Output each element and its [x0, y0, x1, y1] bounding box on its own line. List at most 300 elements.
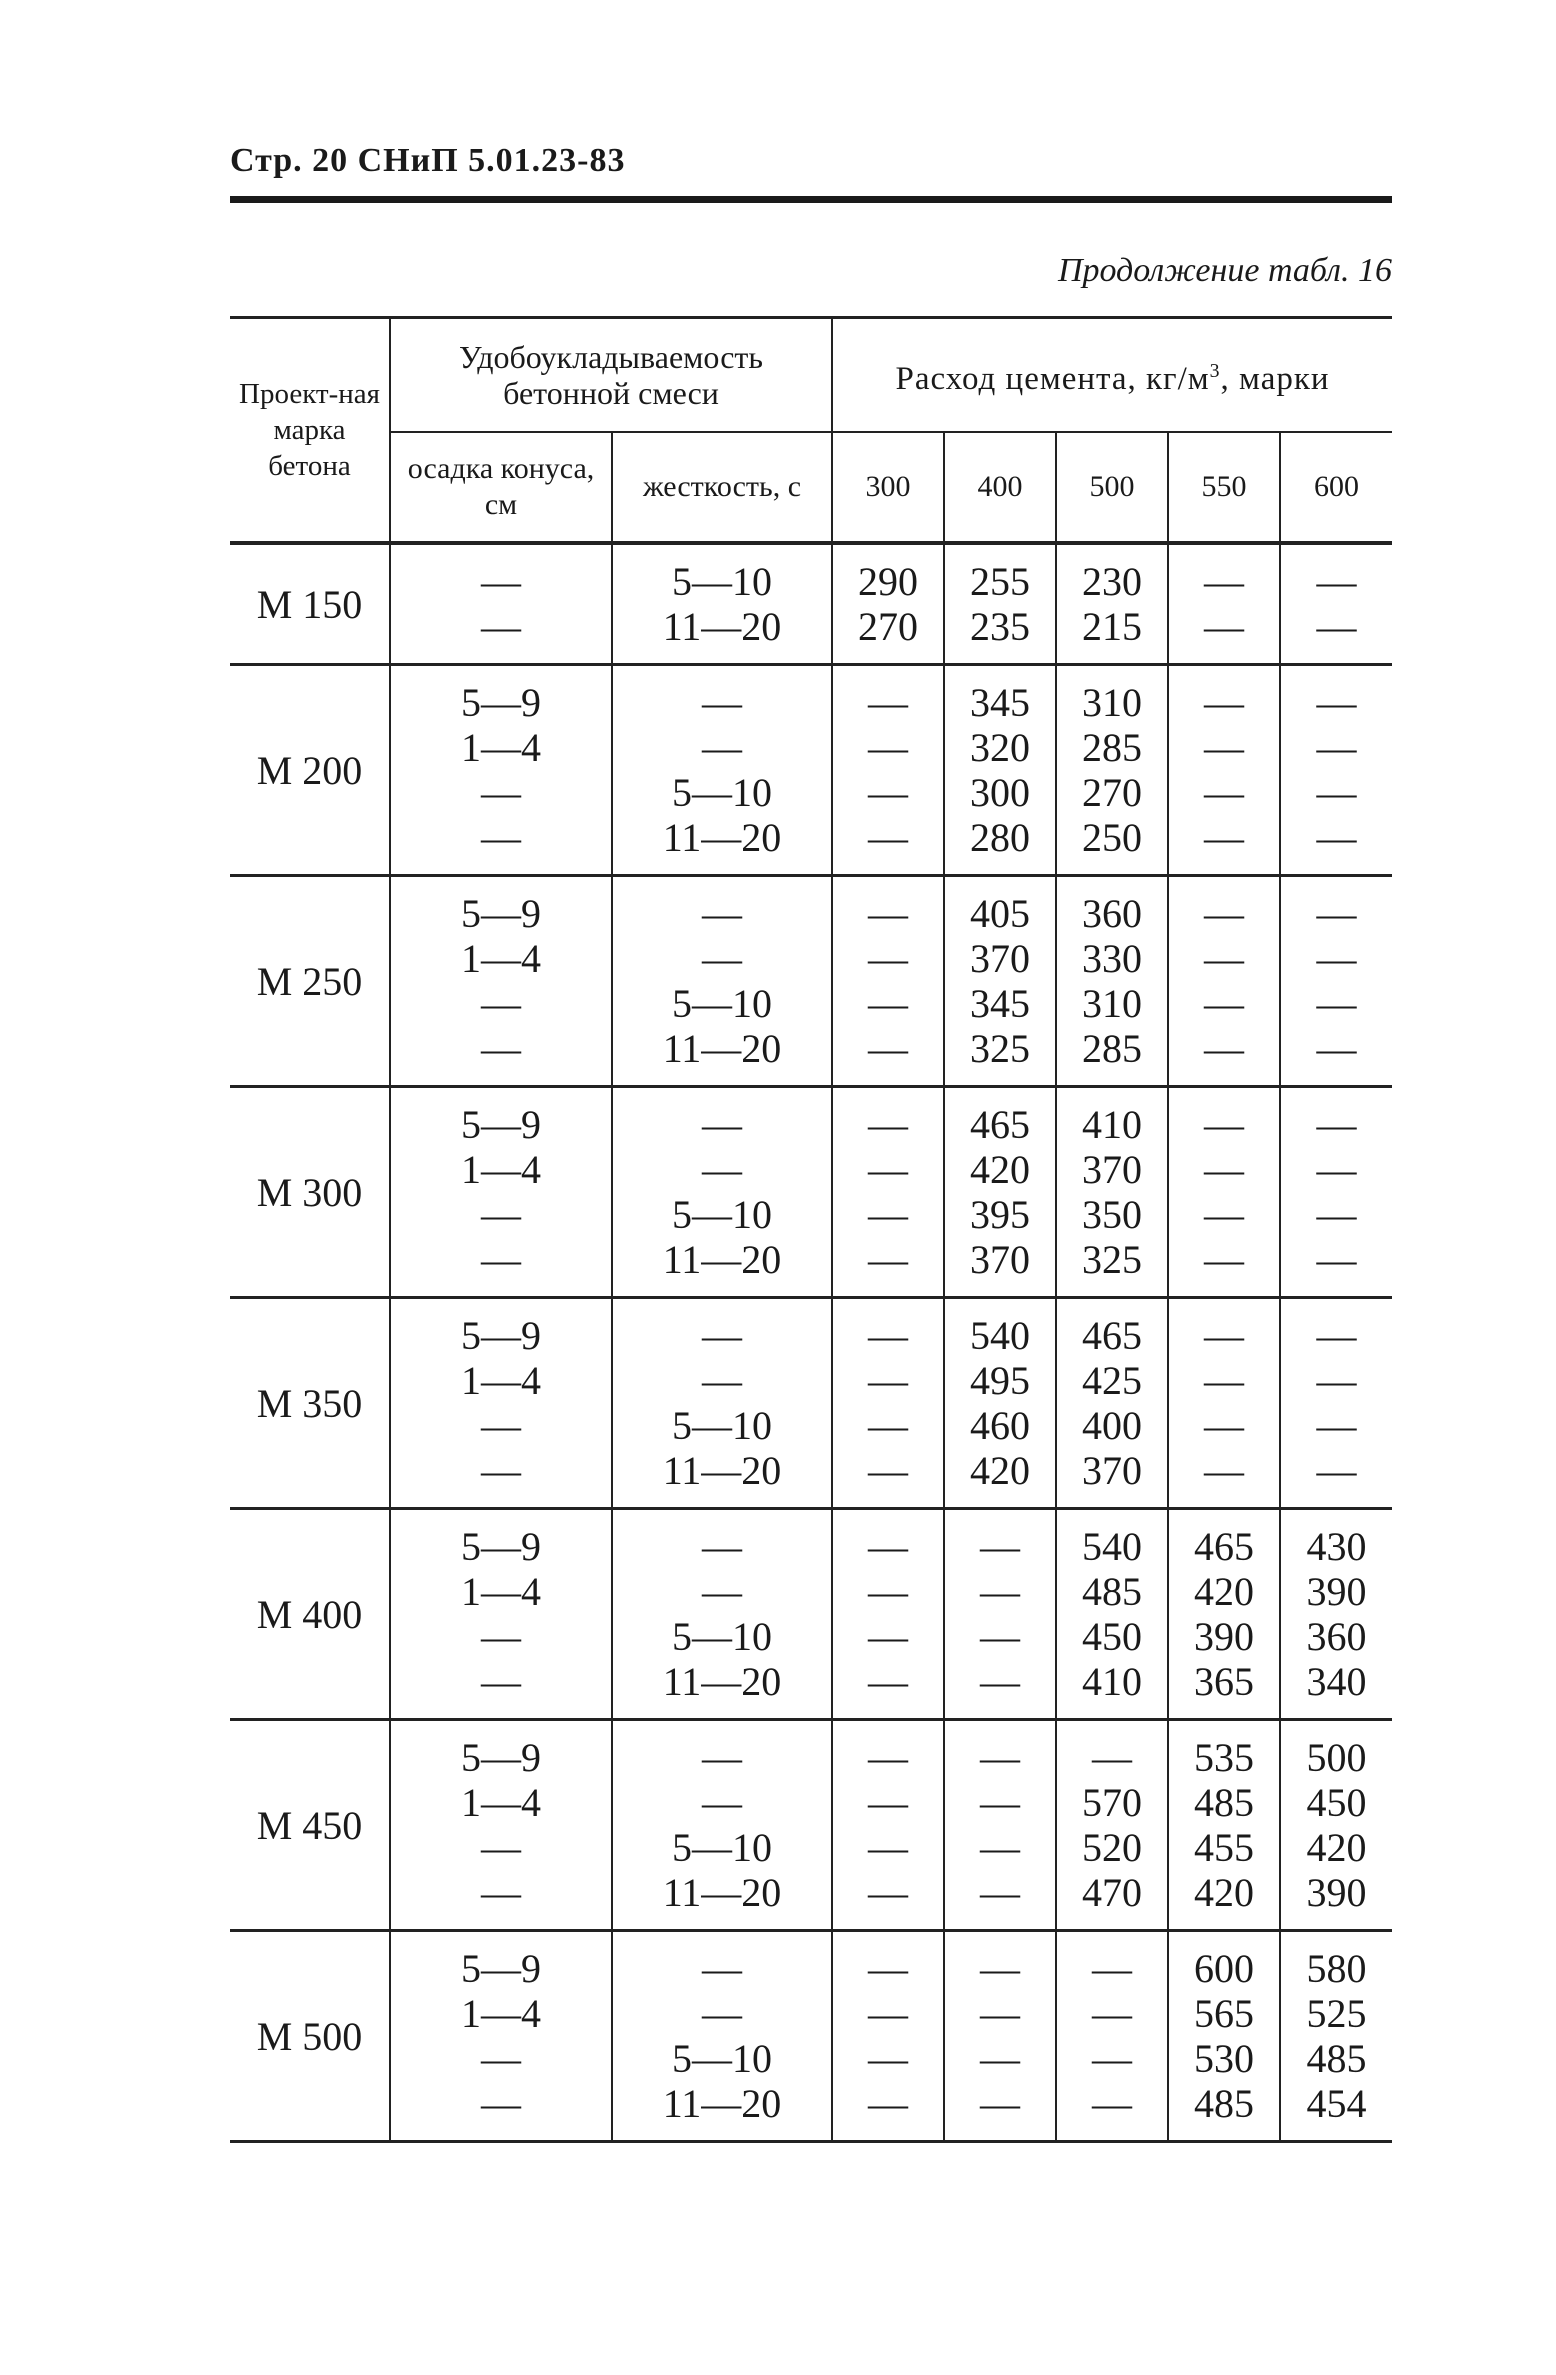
cement-550-cell — [1168, 665, 1280, 876]
cell-value: 285 — [1082, 1026, 1142, 1071]
cell-value: 465 — [970, 1102, 1030, 1147]
table-row-group — [230, 1931, 1392, 2142]
table-row-group — [230, 1087, 1392, 1298]
cell-value: — — [481, 1614, 521, 1659]
cell-value: 540 — [970, 1313, 1030, 1358]
cell-value: — — [1316, 981, 1357, 1026]
cell-value: 5—9 — [461, 1946, 541, 1991]
cell-value: 310 — [1082, 981, 1142, 1026]
cell-value: 485 — [1082, 1569, 1142, 1614]
cell-value: — — [702, 1735, 742, 1780]
cell-value: 425 — [1082, 1358, 1142, 1403]
cell-value: 350 — [1082, 1192, 1142, 1237]
cell-value: — — [980, 1946, 1020, 1991]
cell-value: — — [1204, 1448, 1244, 1493]
cell-value: 310 — [1082, 680, 1142, 725]
cement-550-cell — [1168, 876, 1280, 1087]
grade-cell: М 400 — [256, 1591, 363, 1637]
cell-value: — — [702, 1102, 742, 1147]
cell-value: — — [868, 1825, 908, 1870]
cell-value: 5—10 — [672, 559, 772, 604]
cell-value: — — [868, 1313, 908, 1358]
cell-value: — — [980, 2081, 1020, 2126]
cell-value: — — [980, 1614, 1020, 1659]
cell-value: — — [1204, 1358, 1244, 1403]
cement-600-cell — [1280, 1931, 1392, 2142]
cell-value: 465 — [1082, 1313, 1142, 1358]
grade-cell: М 300 — [256, 1169, 363, 1215]
cell-value: 500 — [1306, 1735, 1367, 1780]
cell-value: — — [1316, 1102, 1357, 1147]
cell-value: — — [1316, 725, 1357, 770]
slump-cell — [390, 1720, 612, 1931]
cell-value: 465 — [1194, 1524, 1254, 1569]
cell-value: — — [702, 1358, 742, 1403]
cell-value: — — [1204, 559, 1244, 604]
cell-value: — — [1204, 815, 1244, 860]
cell-value: — — [868, 936, 908, 981]
slump-cell — [390, 1931, 612, 2142]
cell-value: 525 — [1306, 1991, 1367, 2036]
cell-value: 255 — [970, 559, 1030, 604]
cement-300-cell — [832, 665, 944, 876]
cell-value: — — [1204, 1313, 1244, 1358]
stiffness-cell — [612, 1509, 832, 1720]
cell-value: — — [980, 1825, 1020, 1870]
header-stiffness: жесткость, с — [612, 432, 832, 543]
cell-value: 485 — [1194, 2081, 1254, 2126]
cell-value: — — [702, 1780, 742, 1825]
cell-value: — — [868, 1735, 908, 1780]
cell-value: 5—9 — [461, 680, 541, 725]
cell-value: — — [702, 1524, 742, 1569]
cell-value: 11—20 — [662, 604, 782, 649]
stiffness-cell — [612, 665, 832, 876]
cell-value: 5—9 — [461, 1102, 541, 1147]
cell-value: 5—10 — [672, 1192, 772, 1237]
grade-cell: М 150 — [256, 581, 363, 627]
cell-value: — — [481, 981, 521, 1026]
header-cement-consumption — [832, 318, 1392, 433]
cell-value: — — [1204, 1147, 1244, 1192]
cell-value: 345 — [970, 981, 1030, 1026]
cement-600-cell — [1280, 543, 1392, 665]
cell-value: — — [1092, 2036, 1132, 2081]
stiffness-cell — [612, 1087, 832, 1298]
cell-value: 1—4 — [461, 936, 541, 981]
cell-value: — — [1204, 981, 1244, 1026]
cell-value: — — [980, 1870, 1020, 1915]
table-row-group — [230, 543, 1392, 665]
cell-value: — — [868, 1780, 908, 1825]
cement-500-cell — [1056, 665, 1168, 876]
cell-value: 530 — [1194, 2036, 1254, 2081]
cell-value: 485 — [1306, 2036, 1367, 2081]
cell-value: 11—20 — [662, 1870, 782, 1915]
cell-value: 5—10 — [672, 981, 772, 1026]
cell-value: — — [702, 680, 742, 725]
grade-cell: М 350 — [256, 1380, 363, 1426]
cell-value: 565 — [1194, 1991, 1254, 2036]
cell-value: — — [702, 725, 742, 770]
cell-value: — — [481, 815, 521, 860]
grade-cell: М 250 — [256, 958, 363, 1004]
cell-value: — — [481, 2081, 521, 2126]
cell-value: — — [868, 2081, 908, 2126]
header-cement-grade: 550 — [1168, 432, 1280, 543]
slump-cell — [390, 876, 612, 1087]
cell-value: 390 — [1306, 1569, 1367, 1614]
cement-550-cell — [1168, 1298, 1280, 1509]
cement-300-cell — [832, 1298, 944, 1509]
cell-value: — — [481, 1403, 521, 1448]
table-body — [230, 543, 1392, 2142]
stiffness-cell — [612, 1931, 832, 2142]
cell-value: — — [868, 1524, 908, 1569]
cell-value: — — [980, 1524, 1020, 1569]
cement-500-cell — [1056, 543, 1168, 665]
header-cement-prefix: Расход цемента, кг/м — [895, 361, 1210, 397]
cell-value: 280 — [970, 815, 1030, 860]
cement-400-cell — [944, 1509, 1056, 1720]
cell-value: — — [1316, 1237, 1357, 1282]
cell-value: — — [868, 891, 908, 936]
cell-value: 5—9 — [461, 1313, 541, 1358]
cement-400-cell — [944, 1087, 1056, 1298]
cell-value: 270 — [1082, 770, 1142, 815]
cell-value: 5—9 — [461, 891, 541, 936]
cell-value: — — [481, 1825, 521, 1870]
cell-value: 420 — [1306, 1825, 1367, 1870]
cell-value: — — [1204, 1403, 1244, 1448]
cement-600-cell — [1280, 665, 1392, 876]
cell-value: — — [868, 1614, 908, 1659]
slump-cell — [390, 1509, 612, 1720]
cell-value: — — [1316, 1192, 1357, 1237]
header-cement-grade: 600 — [1280, 432, 1392, 543]
header-slump: осадка конуса, см — [390, 432, 612, 543]
cement-400-cell — [944, 1720, 1056, 1931]
cell-value: 405 — [970, 891, 1030, 936]
cell-value: — — [1316, 1403, 1357, 1448]
table-row-group — [230, 1720, 1392, 1931]
header-cement-grade: 500 — [1056, 432, 1168, 543]
cell-value: 1—4 — [461, 1358, 541, 1403]
cell-value: 535 — [1194, 1735, 1254, 1780]
cell-value: — — [1092, 1735, 1132, 1780]
cell-value: — — [868, 1569, 908, 1614]
cell-value: — — [868, 2036, 908, 2081]
cell-value: 420 — [970, 1147, 1030, 1192]
cell-value: — — [868, 680, 908, 725]
cell-value: — — [1316, 680, 1357, 725]
cell-value: 370 — [970, 936, 1030, 981]
cell-value: — — [481, 2036, 521, 2081]
table-row-group — [230, 665, 1392, 876]
cement-550-cell — [1168, 543, 1280, 665]
slump-cell — [390, 1298, 612, 1509]
cell-value: — — [481, 559, 521, 604]
cell-value: — — [481, 1026, 521, 1071]
cell-value: — — [868, 1358, 908, 1403]
cell-value: 460 — [970, 1403, 1030, 1448]
cell-value: 395 — [970, 1192, 1030, 1237]
header-cement-grade: 300 — [832, 432, 944, 543]
cell-value: — — [980, 1569, 1020, 1614]
cell-value: 325 — [1082, 1237, 1142, 1282]
cell-value: 320 — [970, 725, 1030, 770]
cement-400-cell — [944, 1298, 1056, 1509]
cement-300-cell — [832, 543, 944, 665]
cell-value: 1—4 — [461, 725, 541, 770]
cement-300-cell — [832, 1087, 944, 1298]
cell-value: — — [1204, 604, 1244, 649]
cement-600-cell — [1280, 876, 1392, 1087]
cell-value: 420 — [1194, 1870, 1254, 1915]
slump-cell — [390, 665, 612, 876]
cement-400-cell — [944, 543, 1056, 665]
cell-value: 540 — [1082, 1524, 1142, 1569]
cell-value: — — [1316, 1313, 1357, 1358]
grade-cell: М 200 — [256, 747, 363, 793]
cell-value: — — [702, 936, 742, 981]
grade-cell: М 450 — [256, 1802, 363, 1848]
cell-value: 325 — [970, 1026, 1030, 1071]
cement-600-cell — [1280, 1298, 1392, 1509]
cell-value: — — [481, 770, 521, 815]
cell-value: — — [1316, 1358, 1357, 1403]
slump-cell — [390, 1087, 612, 1298]
cell-value: 250 — [1082, 815, 1142, 860]
cell-value: — — [868, 1448, 908, 1493]
cement-550-cell — [1168, 1720, 1280, 1931]
cell-value: — — [868, 1147, 908, 1192]
cell-value: — — [868, 1403, 908, 1448]
grade-cell: М 500 — [256, 2013, 363, 2059]
cell-value: — — [1204, 1192, 1244, 1237]
cell-value: 5—10 — [672, 2036, 772, 2081]
cell-value: 365 — [1194, 1659, 1254, 1704]
cell-value: 215 — [1082, 604, 1142, 649]
cement-500-cell — [1056, 1298, 1168, 1509]
cell-value: 370 — [1082, 1147, 1142, 1192]
cell-value: 290 — [858, 559, 918, 604]
cement-300-cell — [832, 1509, 944, 1720]
cell-value: 360 — [1306, 1614, 1367, 1659]
cell-value: — — [1204, 1102, 1244, 1147]
cell-value: 370 — [1082, 1448, 1142, 1493]
cell-value: — — [868, 770, 908, 815]
cell-value: 495 — [970, 1358, 1030, 1403]
table-head — [230, 318, 1392, 544]
cement-300-cell — [832, 1931, 944, 2142]
cell-value: — — [868, 1192, 908, 1237]
cement-400-cell — [944, 1931, 1056, 2142]
cell-value: — — [868, 1870, 908, 1915]
cell-value: — — [481, 1192, 521, 1237]
header-workability: Удобоукладываемость бетонной смеси — [390, 318, 832, 433]
cell-value: — — [481, 1237, 521, 1282]
cell-value: 1—4 — [461, 1569, 541, 1614]
cell-value: — — [1204, 1026, 1244, 1071]
cell-value: 450 — [1306, 1780, 1367, 1825]
cell-value: 11—20 — [662, 2081, 782, 2126]
cell-value: 390 — [1306, 1870, 1367, 1915]
cement-500-cell — [1056, 1931, 1168, 2142]
cell-value: 390 — [1194, 1614, 1254, 1659]
cell-value: 5—9 — [461, 1524, 541, 1569]
cement-500-cell — [1056, 876, 1168, 1087]
cell-value: 410 — [1082, 1102, 1142, 1147]
header-cement-sup: 3 — [1209, 360, 1221, 382]
cell-value: — — [1204, 680, 1244, 725]
header-grade: Проект-ная марка бетона — [230, 318, 390, 544]
cell-value: — — [702, 1991, 742, 2036]
cell-value: — — [868, 1237, 908, 1282]
cement-500-cell — [1056, 1720, 1168, 1931]
cell-value: 285 — [1082, 725, 1142, 770]
cell-value: 11—20 — [662, 1026, 782, 1071]
cement-500-cell — [1056, 1509, 1168, 1720]
cell-value: 1—4 — [461, 1991, 541, 2036]
cell-value: — — [868, 1659, 908, 1704]
cell-value: — — [1092, 1991, 1132, 2036]
cell-value: — — [1316, 559, 1357, 604]
cement-550-cell — [1168, 1087, 1280, 1298]
cell-value: 1—4 — [461, 1147, 541, 1192]
cell-value: — — [868, 1026, 908, 1071]
cell-value: — — [868, 981, 908, 1026]
table-row-group — [230, 876, 1392, 1087]
header-cement-grade: 400 — [944, 432, 1056, 543]
cell-value: — — [1316, 936, 1357, 981]
stiffness-cell — [612, 876, 832, 1087]
cement-600-cell — [1280, 1720, 1392, 1931]
header-cement-suffix: , марки — [1220, 361, 1330, 397]
cell-value: 450 — [1082, 1614, 1142, 1659]
cell-value: 11—20 — [662, 1237, 782, 1282]
cell-value: — — [481, 1659, 521, 1704]
header-rule — [230, 196, 1392, 203]
cell-value: 570 — [1082, 1780, 1142, 1825]
cell-value: 11—20 — [662, 815, 782, 860]
cell-value: — — [1092, 1946, 1132, 1991]
cell-value: 580 — [1306, 1946, 1367, 1991]
cell-value: 420 — [970, 1448, 1030, 1493]
stiffness-cell — [612, 1720, 832, 1931]
cell-value: — — [868, 815, 908, 860]
cell-value: — — [1316, 770, 1357, 815]
table-row-group — [230, 1509, 1392, 1720]
cell-value: — — [980, 1659, 1020, 1704]
cell-value: 410 — [1082, 1659, 1142, 1704]
cell-value: 330 — [1082, 936, 1142, 981]
cell-value: — — [868, 725, 908, 770]
cell-value: 370 — [970, 1237, 1030, 1282]
table-row-group — [230, 1298, 1392, 1509]
cell-value: 340 — [1306, 1659, 1367, 1704]
cell-value: — — [702, 891, 742, 936]
cement-550-cell — [1168, 1509, 1280, 1720]
cell-value: — — [980, 1780, 1020, 1825]
cell-value: — — [1316, 604, 1357, 649]
cement-400-cell — [944, 665, 1056, 876]
cement-300-cell — [832, 1720, 944, 1931]
cement-400-cell — [944, 876, 1056, 1087]
cell-value: — — [1204, 725, 1244, 770]
cell-value: 420 — [1194, 1569, 1254, 1614]
cell-value: 520 — [1082, 1825, 1142, 1870]
cell-value: — — [980, 1991, 1020, 2036]
cell-value: 5—10 — [672, 1825, 772, 1870]
slump-cell — [390, 543, 612, 665]
cell-value: 5—10 — [672, 1614, 772, 1659]
cell-value: — — [980, 2036, 1020, 2081]
cell-value: — — [868, 1102, 908, 1147]
cell-value: 300 — [970, 770, 1030, 815]
cell-value: 230 — [1082, 559, 1142, 604]
cell-value: 235 — [970, 604, 1030, 649]
cell-value: 11—20 — [662, 1448, 782, 1493]
cell-value: — — [1092, 2081, 1132, 2126]
cell-value: — — [702, 1946, 742, 1991]
cell-value: — — [868, 1991, 908, 2036]
table-caption: Продолжение табл. 16 — [1057, 252, 1392, 289]
page-header: Стр. 20 СНиП 5.01.23-83 — [230, 142, 626, 179]
cell-value: 360 — [1082, 891, 1142, 936]
cement-500-cell — [1056, 1087, 1168, 1298]
cell-value: 1—4 — [461, 1780, 541, 1825]
cell-value: — — [702, 1147, 742, 1192]
cell-value: 345 — [970, 680, 1030, 725]
cell-value: 270 — [858, 604, 918, 649]
cell-value: 430 — [1306, 1524, 1367, 1569]
cell-value: — — [1316, 1026, 1357, 1071]
cell-value: — — [868, 1946, 908, 1991]
cell-value: 454 — [1306, 2081, 1367, 2126]
cell-value: — — [481, 604, 521, 649]
cell-value: — — [1316, 891, 1357, 936]
cell-value: — — [980, 1735, 1020, 1780]
cell-value: 5—10 — [672, 1403, 772, 1448]
cell-value: — — [1204, 1237, 1244, 1282]
cell-value: — — [1316, 1448, 1357, 1493]
cell-value: — — [1204, 891, 1244, 936]
cell-value: 5—10 — [672, 770, 772, 815]
cell-value: — — [1204, 770, 1244, 815]
cell-value: 470 — [1082, 1870, 1142, 1915]
cement-consumption-table — [230, 316, 1392, 2143]
cell-value: 5—9 — [461, 1735, 541, 1780]
cell-value: — — [1316, 815, 1357, 860]
cell-value: 455 — [1194, 1825, 1254, 1870]
stiffness-cell — [612, 1298, 832, 1509]
cement-550-cell — [1168, 1931, 1280, 2142]
cell-value: — — [481, 1448, 521, 1493]
cell-value: — — [702, 1313, 742, 1358]
cell-value: 600 — [1194, 1946, 1254, 1991]
cement-600-cell — [1280, 1509, 1392, 1720]
stiffness-cell — [612, 543, 832, 665]
cell-value: 485 — [1194, 1780, 1254, 1825]
cell-value: — — [481, 1870, 521, 1915]
cell-value: — — [1316, 1147, 1357, 1192]
cell-value: 400 — [1082, 1403, 1142, 1448]
cement-300-cell — [832, 876, 944, 1087]
cell-value: — — [1204, 936, 1244, 981]
cell-value: 11—20 — [662, 1659, 782, 1704]
cell-value: — — [702, 1569, 742, 1614]
